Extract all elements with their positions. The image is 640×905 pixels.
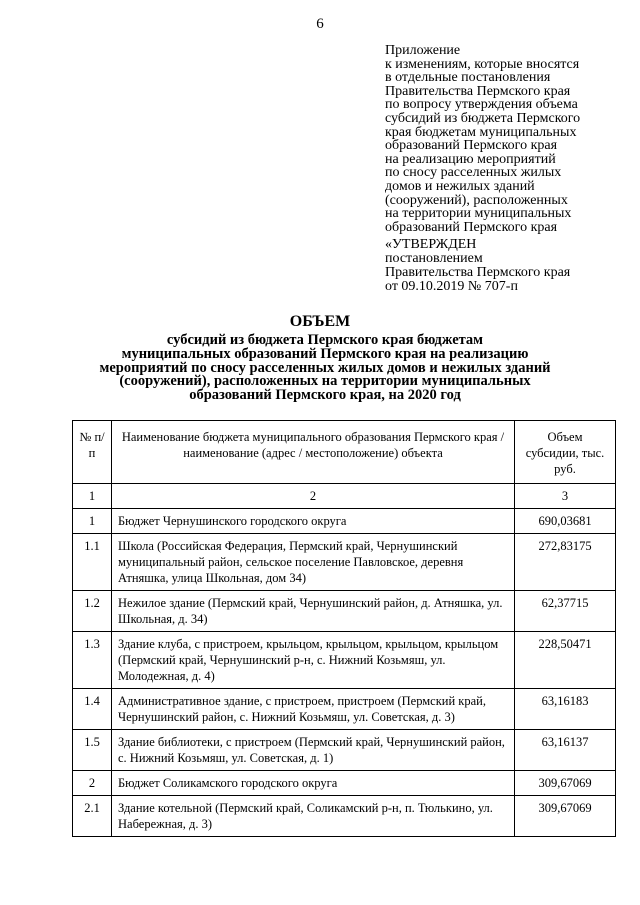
- row-amount: 62,37715: [515, 591, 616, 632]
- subsidies-table: [72, 420, 616, 837]
- appendix-line: образований Пермского края: [385, 219, 558, 235]
- row-name: Нежилое здание (Пермский край, Чернушинский район, д. Атняшка, ул. Школьная, д. 34): [112, 591, 515, 632]
- row-name: Школа (Российская Федерация, Пермский край, Чернушинский муниципальный район, сельское поселение Павловское, деревня Атняшка, улица Школьная, дом 34): [112, 534, 515, 591]
- table-row: [73, 591, 616, 632]
- table-row: [73, 509, 616, 534]
- appendix-line: в отдельные постановления: [385, 70, 551, 86]
- row-num: 1.4: [73, 689, 112, 730]
- approval-line: «УТВЕРЖДЕН: [385, 237, 477, 252]
- subtitle-line: образований Пермского края, на 2020 год: [189, 387, 461, 404]
- appendix-line: (сооружений), расположенных: [385, 192, 568, 208]
- row-name: Бюджет Соликамского городского округа: [112, 771, 515, 796]
- row-num: 1.2: [73, 591, 112, 632]
- approval-line: Правительства Пермского края: [385, 265, 571, 280]
- appendix-line: Приложение: [385, 43, 461, 58]
- row-name: Бюджет Чернушинского городского округа: [112, 509, 515, 534]
- row-name: Административное здание, с пристроем, пристроем (Пермский край, Чернушинский район, с. Нижний Козьмяш, ул. Советская, д. 3): [112, 689, 515, 730]
- header-num: № п/п: [73, 421, 112, 484]
- table-row: [73, 534, 616, 591]
- row-amount: 63,16183: [515, 689, 616, 730]
- subtitle-line: муниципальных образований Пермского края на реализацию: [121, 345, 529, 362]
- index-cell: 3: [515, 484, 616, 509]
- table-index-row: [73, 484, 616, 509]
- appendix-line: на территории муниципальных: [385, 206, 572, 222]
- subtitle-line: мероприятий по сносу расселенных жилых домов и нежилых зданий: [99, 359, 551, 376]
- appendix-line: на реализацию мероприятий: [385, 151, 556, 167]
- appendix-line: домов и нежилых зданий: [385, 178, 535, 194]
- table-row: [73, 796, 616, 837]
- appendix-line: по вопросу утверждения объема: [385, 97, 578, 113]
- appendix-line: края бюджетам муниципальных: [385, 124, 577, 140]
- page-number: 6: [316, 16, 324, 32]
- row-num: 1: [73, 509, 112, 534]
- appendix-block: [385, 44, 615, 234]
- row-num: 1.3: [73, 632, 112, 689]
- table-row: [73, 771, 616, 796]
- row-amount: 309,67069: [515, 771, 616, 796]
- row-num: 2.1: [73, 796, 112, 837]
- row-amount: 228,50471: [515, 632, 616, 689]
- row-amount: 309,67069: [515, 796, 616, 837]
- document-title: ОБЪЕМ: [289, 313, 351, 330]
- row-amount: 272,83175: [515, 534, 616, 591]
- row-amount: 690,03681: [515, 509, 616, 534]
- table-row: [73, 632, 616, 689]
- subtitle-line: (сооружений), расположенных на территории муниципальных: [119, 373, 531, 390]
- subtitle-line: субсидий из бюджета Пермского края бюджетам: [166, 332, 484, 348]
- row-num: 1.5: [73, 730, 112, 771]
- appendix-line: по сносу расселенных жилых: [385, 165, 562, 181]
- row-num: 1.1: [73, 534, 112, 591]
- index-cell: 2: [112, 484, 515, 509]
- row-name: Здание клуба, с пристроем, крыльцом, крыльцом, крыльцом, крыльцом (Пермский край, Чернушинский р-н, с. Нижний Козьмяш, ул. Молодежная, д. 4): [112, 632, 515, 689]
- row-name: Здание библиотеки, с пристроем (Пермский край, Чернушинский район, с. Нижний Козьмяш, ул. Советская, д. 1): [112, 730, 515, 771]
- approval-line: постановлением: [385, 251, 483, 266]
- document-subtitle: [90, 334, 560, 403]
- index-cell: 1: [73, 484, 112, 509]
- table-header-row: [73, 421, 616, 484]
- appendix-line: субсидий из бюджета Пермского: [385, 110, 581, 126]
- approval-block: [385, 238, 615, 294]
- appendix-line: Правительства Пермского края: [385, 83, 571, 99]
- header-name: Наименование бюджета муниципального образования Пермского края / наименование (адрес / местоположение) объекта: [112, 421, 515, 484]
- row-name: Здание котельной (Пермский край, Соликамский р-н, п. Тюлькино, ул. Набережная, д. 3): [112, 796, 515, 837]
- row-amount: 63,16137: [515, 730, 616, 771]
- row-num: 2: [73, 771, 112, 796]
- appendix-line: образований Пермского края: [385, 138, 558, 154]
- table-row: [73, 689, 616, 730]
- approval-line: от 09.10.2019 № 707-п: [385, 279, 518, 294]
- table-row: [73, 730, 616, 771]
- header-amount: Объем субсидии, тыс. руб.: [515, 421, 616, 484]
- appendix-line: к изменениям, которые вносятся: [385, 56, 580, 72]
